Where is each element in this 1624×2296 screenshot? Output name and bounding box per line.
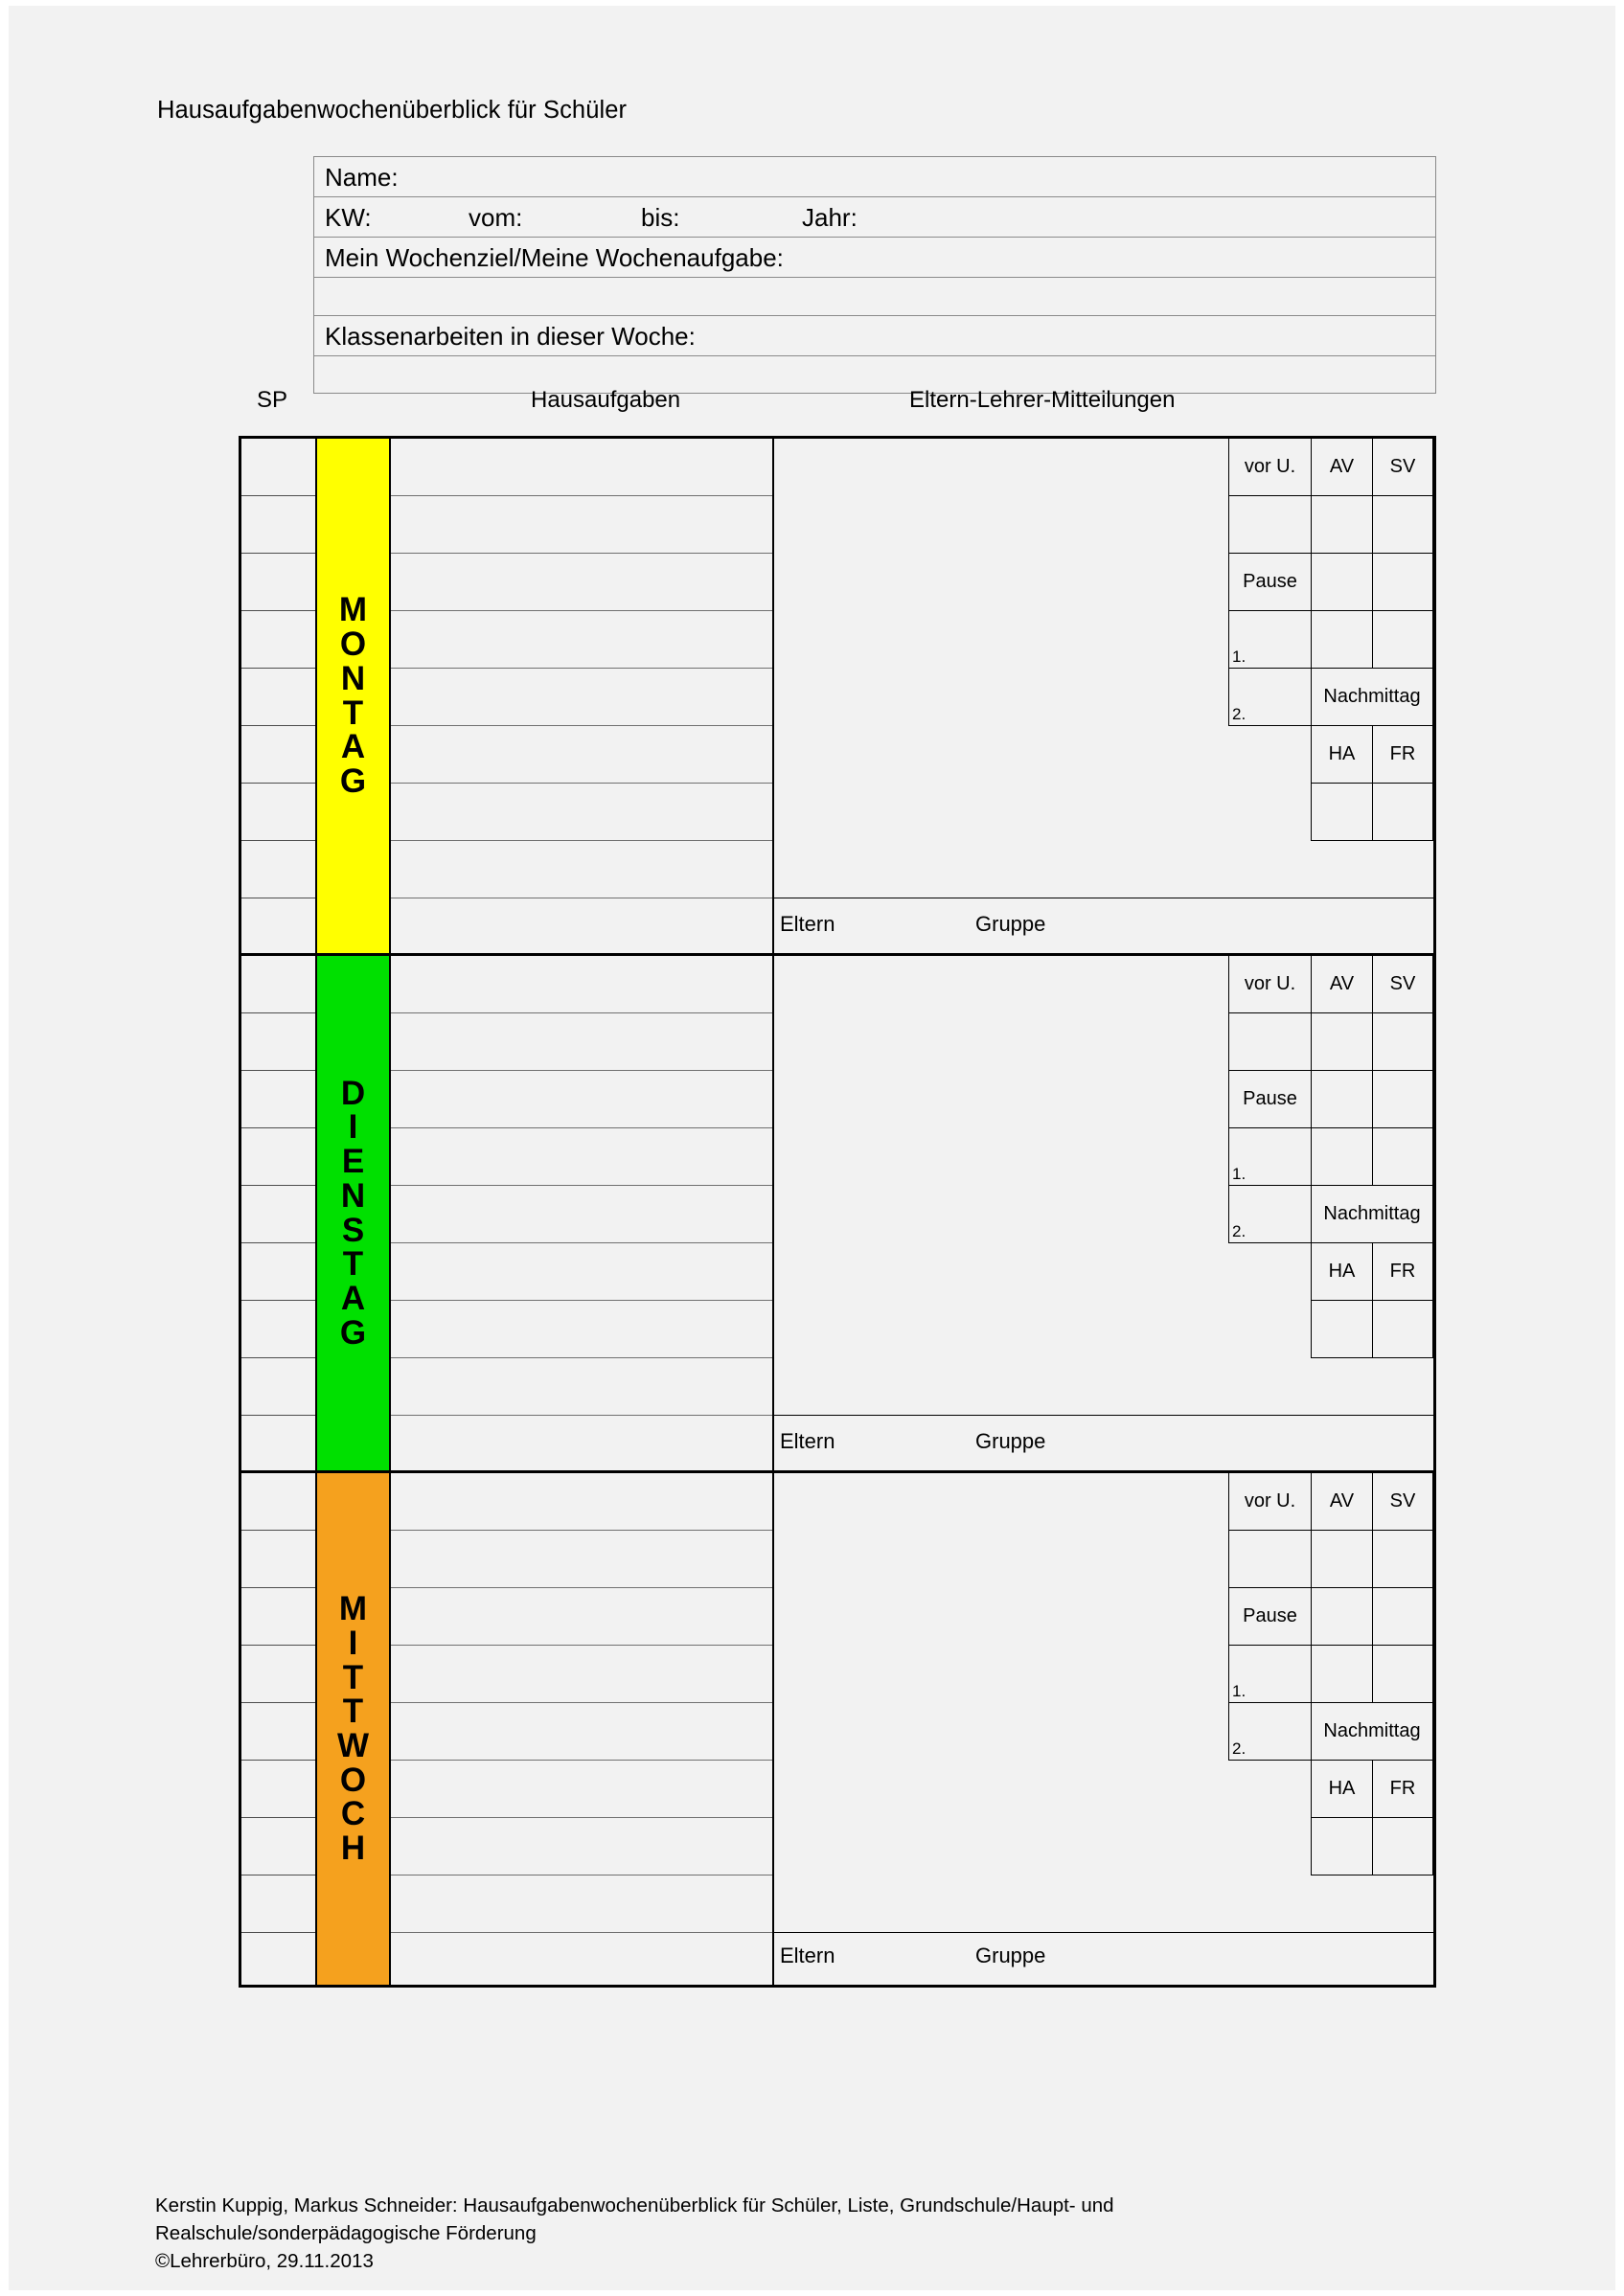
- hausaufgaben-cell[interactable]: [391, 1588, 772, 1646]
- eltern-label: Eltern: [780, 912, 835, 936]
- header-fr: FR: [1372, 1243, 1433, 1301]
- day-label-letter: G: [339, 762, 367, 800]
- subgrid-row-nachmittag-header: [1228, 1761, 1433, 1818]
- hausaufgaben-cell[interactable]: [391, 611, 772, 669]
- sp-cell[interactable]: [241, 1071, 315, 1128]
- day-label-letter: W: [336, 1727, 370, 1764]
- subgrid-row-1: [1228, 1531, 1433, 1588]
- header-ha: HA: [1311, 726, 1372, 784]
- subgrid-spacer: [1228, 1243, 1311, 1301]
- sp-cell[interactable]: [241, 1531, 315, 1588]
- header-av: AV: [1311, 439, 1372, 496]
- subgrid-spacer: [1228, 726, 1311, 784]
- day-label-letter: I: [348, 1624, 358, 1662]
- period-number: 2.: [1232, 1739, 1247, 1758]
- day-label-letter: T: [342, 1245, 364, 1284]
- cell-sv[interactable]: [1372, 496, 1433, 554]
- day-label-letter: S: [341, 1211, 365, 1249]
- header-vor-u: vor U.: [1228, 956, 1311, 1013]
- cell-sv-1[interactable]: [1372, 611, 1433, 669]
- label-nachmittag: Nachmittag: [1311, 669, 1433, 726]
- cell-av-1[interactable]: [1311, 611, 1372, 669]
- sp-cell[interactable]: [241, 841, 315, 898]
- hausaufgaben-cell[interactable]: [391, 1013, 772, 1071]
- eltern-lehrer-mitteilungen-column: [774, 956, 1433, 1470]
- hausaufgaben-cell[interactable]: [391, 1186, 772, 1243]
- sp-cell[interactable]: [241, 439, 315, 496]
- day-label-letter: E: [341, 1143, 365, 1181]
- hausaufgaben-cell[interactable]: [391, 496, 772, 554]
- form-row-kw-dates[interactable]: [313, 196, 1436, 237]
- cell-sv-1[interactable]: [1372, 1646, 1433, 1703]
- eltern-label: Eltern: [780, 1429, 835, 1453]
- sp-cell[interactable]: [241, 1588, 315, 1646]
- header-sv: SV: [1372, 1473, 1433, 1531]
- sp-cell[interactable]: [241, 1818, 315, 1875]
- hausaufgaben-column: [391, 956, 774, 1470]
- cell-period-2[interactable]: [1228, 669, 1311, 726]
- hausaufgaben-cell[interactable]: [391, 841, 772, 898]
- subgrid-row-period-1: [1228, 611, 1433, 669]
- sp-cell[interactable]: [241, 1013, 315, 1071]
- document-page: [9, 6, 1615, 2290]
- subgrid-row-nachmittag-values: [1228, 1818, 1433, 1875]
- subgrid-spacer: [1228, 784, 1311, 841]
- subgrid-row-period-2: [1228, 1186, 1433, 1243]
- day-label-strip: [317, 956, 391, 1470]
- cell-av-1[interactable]: [1311, 1128, 1372, 1186]
- day-label-letter: M: [338, 1590, 368, 1628]
- hausaufgaben-cell[interactable]: [391, 1128, 772, 1186]
- cell-fr[interactable]: [1372, 784, 1433, 841]
- subgrid-row-pause: [1228, 1071, 1433, 1128]
- cell-av[interactable]: [1311, 496, 1372, 554]
- cell-vor-u[interactable]: [1228, 1531, 1311, 1588]
- cell-sv-1[interactable]: [1372, 1128, 1433, 1186]
- hausaufgaben-cell[interactable]: [391, 1761, 772, 1818]
- subgrid-header-row: [1228, 956, 1433, 1013]
- hausaufgaben-cell[interactable]: [391, 1646, 772, 1703]
- hausaufgaben-cell[interactable]: [391, 956, 772, 1013]
- caption-eltern-lehrer-mitteilungen: Eltern-Lehrer-Mitteilungen: [909, 387, 1176, 413]
- day-label-letter: T: [342, 1693, 364, 1731]
- subgrid-row-period-2: [1228, 669, 1433, 726]
- header-fr: FR: [1372, 1761, 1433, 1818]
- hausaufgaben-cell[interactable]: [391, 1703, 772, 1761]
- sp-column: [241, 439, 317, 953]
- hausaufgaben-column: [391, 1473, 774, 1985]
- sp-cell[interactable]: [241, 554, 315, 611]
- hausaufgaben-cell[interactable]: [391, 439, 772, 496]
- sp-cell[interactable]: [241, 1416, 315, 1473]
- sp-cell[interactable]: [241, 1301, 315, 1358]
- subgrid-row-nachmittag-header: [1228, 726, 1433, 784]
- gruppe-label: Gruppe: [975, 1944, 1046, 1967]
- sp-cell[interactable]: [241, 898, 315, 956]
- day-label-strip: [317, 439, 391, 953]
- wochenziel-label: Mein Wochenziel/Meine Wochenaufgabe:: [325, 243, 784, 272]
- cell-fr[interactable]: [1372, 1818, 1433, 1875]
- day-label-letter: T: [342, 1658, 364, 1696]
- subgrid-row-1: [1228, 1013, 1433, 1071]
- sp-cell[interactable]: [241, 1761, 315, 1818]
- subgrid-spacer: [1228, 1301, 1311, 1358]
- cell-av-pause[interactable]: [1311, 1071, 1372, 1128]
- eltern-lehrer-mitteilungen-column: [774, 1473, 1433, 1985]
- hausaufgaben-cell[interactable]: [391, 1875, 772, 1933]
- period-number: 1.: [1232, 1682, 1247, 1700]
- gruppe-label: Gruppe: [975, 912, 1046, 936]
- cell-period-1[interactable]: [1228, 611, 1311, 669]
- header-fr: FR: [1372, 726, 1433, 784]
- day-label-letter: C: [340, 1795, 366, 1833]
- subgrid-row-period-1: [1228, 1128, 1433, 1186]
- header-sv: SV: [1372, 439, 1433, 496]
- wochenziel-input[interactable]: [313, 277, 1436, 315]
- hausaufgaben-column: [391, 439, 774, 953]
- footer-line-1: Kerstin Kuppig, Markus Schneider: Hausaufgabenwochenüberblick für Schüler, Liste, Grundschule/Haupt- und: [155, 2194, 1114, 2216]
- cell-av[interactable]: [1311, 1531, 1372, 1588]
- subgrid-row-1: [1228, 496, 1433, 554]
- sp-cell[interactable]: [241, 726, 315, 784]
- header-form-block: [313, 156, 1436, 394]
- period-number: 1.: [1232, 648, 1247, 666]
- hausaufgaben-cell[interactable]: [391, 726, 772, 784]
- cell-sv[interactable]: [1372, 1013, 1433, 1071]
- hausaufgaben-cell[interactable]: [391, 554, 772, 611]
- subgrid-row-nachmittag-header: [1228, 1243, 1433, 1301]
- caption-sp: SP: [257, 387, 288, 413]
- sp-cell[interactable]: [241, 669, 315, 726]
- hausaufgaben-cell[interactable]: [391, 1473, 772, 1531]
- cell-period-2[interactable]: [1228, 1186, 1311, 1243]
- cell-vor-u[interactable]: [1228, 496, 1311, 554]
- footer-line-2: Realschule/sonderpädagogische Förderung: [155, 2222, 537, 2244]
- day-label-letter: O: [339, 1761, 367, 1799]
- footer-line-3: ©Lehrerbüro, 29.11.2013: [155, 2250, 374, 2272]
- cell-sv-pause[interactable]: [1372, 1071, 1433, 1128]
- footer-credits: [155, 2192, 1401, 2275]
- name-label: Name:: [325, 163, 399, 192]
- cell-fr[interactable]: [1372, 1301, 1433, 1358]
- sp-cell[interactable]: [241, 1186, 315, 1243]
- subgrid-row-pause: [1228, 554, 1433, 611]
- klassenarbeiten-label: Klassenarbeiten in dieser Woche:: [325, 322, 696, 351]
- sp-cell[interactable]: [241, 1875, 315, 1933]
- day-label-letter: N: [340, 659, 366, 697]
- hausaufgaben-cell[interactable]: [391, 1933, 772, 1990]
- hausaufgaben-cell[interactable]: [391, 1818, 772, 1875]
- cell-period-1[interactable]: [1228, 1128, 1311, 1186]
- sp-column: [241, 956, 317, 1470]
- sp-cell[interactable]: [241, 1473, 315, 1531]
- caption-hausaufgaben: Hausaufgaben: [531, 387, 681, 413]
- day-label-letter: D: [340, 1074, 366, 1112]
- cell-av-1[interactable]: [1311, 1646, 1372, 1703]
- attendance-subgrid: [1228, 1473, 1433, 1875]
- sp-cell[interactable]: [241, 1646, 315, 1703]
- label-pause: Pause: [1228, 554, 1311, 611]
- cell-vor-u[interactable]: [1228, 1013, 1311, 1071]
- cell-av-pause[interactable]: [1311, 1588, 1372, 1646]
- day-block-dienstag: [239, 953, 1436, 1470]
- label-nachmittag: Nachmittag: [1311, 1186, 1433, 1243]
- column-captions: [239, 387, 1436, 420]
- sp-cell[interactable]: [241, 1128, 315, 1186]
- hausaufgaben-cell[interactable]: [391, 1416, 772, 1473]
- cell-period-2[interactable]: [1228, 1703, 1311, 1761]
- label-pause: Pause: [1228, 1071, 1311, 1128]
- cell-av[interactable]: [1311, 1013, 1372, 1071]
- hausaufgaben-cell[interactable]: [391, 1071, 772, 1128]
- hausaufgaben-cell[interactable]: [391, 898, 772, 956]
- label-nachmittag: Nachmittag: [1311, 1703, 1433, 1761]
- day-label-letter: O: [339, 625, 367, 664]
- sp-cell[interactable]: [241, 496, 315, 554]
- subgrid-spacer: [1228, 1818, 1311, 1875]
- header-sv: SV: [1372, 956, 1433, 1013]
- subgrid-row-pause: [1228, 1588, 1433, 1646]
- header-ha: HA: [1311, 1761, 1372, 1818]
- hausaufgaben-cell[interactable]: [391, 1243, 772, 1301]
- day-label-letter: N: [340, 1176, 366, 1215]
- page-title: Hausaufgabenwochenüberblick für Schüler: [157, 97, 628, 124]
- subgrid-spacer: [1228, 1761, 1311, 1818]
- eltern-gruppe-row[interactable]: [774, 1413, 1433, 1470]
- form-row-klassenarbeiten-label: [313, 315, 1436, 355]
- kw-label: KW:: [325, 203, 372, 232]
- label-pause: Pause: [1228, 1588, 1311, 1646]
- jahr-label: Jahr:: [802, 203, 858, 232]
- header-av: AV: [1311, 956, 1372, 1013]
- cell-av-pause[interactable]: [1311, 554, 1372, 611]
- sp-cell[interactable]: [241, 1243, 315, 1301]
- day-label-letter: G: [339, 1313, 367, 1352]
- sp-cell[interactable]: [241, 611, 315, 669]
- eltern-label: Eltern: [780, 1944, 835, 1967]
- sp-cell[interactable]: [241, 956, 315, 1013]
- cell-ha[interactable]: [1311, 1818, 1372, 1875]
- cell-period-1[interactable]: [1228, 1646, 1311, 1703]
- cell-ha[interactable]: [1311, 1301, 1372, 1358]
- subgrid-row-nachmittag-values: [1228, 784, 1433, 841]
- sp-column: [241, 1473, 317, 1985]
- header-av: AV: [1311, 1473, 1372, 1531]
- sp-cell[interactable]: [241, 784, 315, 841]
- gruppe-label: Gruppe: [975, 1429, 1046, 1453]
- hausaufgaben-cell[interactable]: [391, 1531, 772, 1588]
- period-number: 1.: [1232, 1165, 1247, 1183]
- period-number: 2.: [1232, 705, 1247, 723]
- day-label-letter: H: [340, 1830, 366, 1868]
- hausaufgaben-cell[interactable]: [391, 1301, 772, 1358]
- day-block-mittwoch: [239, 1470, 1436, 1988]
- weekly-homework-table: [239, 436, 1436, 1988]
- cell-sv[interactable]: [1372, 1531, 1433, 1588]
- subgrid-row-period-2: [1228, 1703, 1433, 1761]
- bis-label: bis:: [641, 203, 680, 232]
- hausaufgaben-cell[interactable]: [391, 669, 772, 726]
- subgrid-row-nachmittag-values: [1228, 1301, 1433, 1358]
- cell-ha[interactable]: [1311, 784, 1372, 841]
- subgrid-header-row: [1228, 439, 1433, 496]
- form-row-wochenziel-label: [313, 237, 1436, 277]
- attendance-subgrid: [1228, 439, 1433, 841]
- eltern-lehrer-mitteilungen-column: [774, 439, 1433, 953]
- day-label-letter: A: [340, 728, 366, 766]
- eltern-gruppe-row[interactable]: [774, 896, 1433, 953]
- eltern-gruppe-row[interactable]: [774, 1927, 1433, 1985]
- day-label-letter: T: [342, 693, 364, 732]
- cell-sv-pause[interactable]: [1372, 1588, 1433, 1646]
- header-ha: HA: [1311, 1243, 1372, 1301]
- period-number: 2.: [1232, 1222, 1247, 1240]
- day-label-letter: M: [338, 591, 368, 629]
- subgrid-row-period-1: [1228, 1646, 1433, 1703]
- day-block-montag: [239, 436, 1436, 953]
- header-vor-u: vor U.: [1228, 1473, 1311, 1531]
- hausaufgaben-cell[interactable]: [391, 1358, 772, 1416]
- cell-sv-pause[interactable]: [1372, 554, 1433, 611]
- subgrid-header-row: [1228, 1473, 1433, 1531]
- day-label-strip: [317, 1473, 391, 1985]
- sp-cell[interactable]: [241, 1358, 315, 1416]
- form-row-name[interactable]: [313, 156, 1436, 196]
- day-label-letter: A: [340, 1279, 366, 1317]
- sp-cell[interactable]: [241, 1933, 315, 1990]
- day-label-letter: I: [348, 1108, 358, 1147]
- header-vor-u: vor U.: [1228, 439, 1311, 496]
- vom-label: vom:: [469, 203, 523, 232]
- sp-cell[interactable]: [241, 1703, 315, 1761]
- attendance-subgrid: [1228, 956, 1433, 1358]
- hausaufgaben-cell[interactable]: [391, 784, 772, 841]
